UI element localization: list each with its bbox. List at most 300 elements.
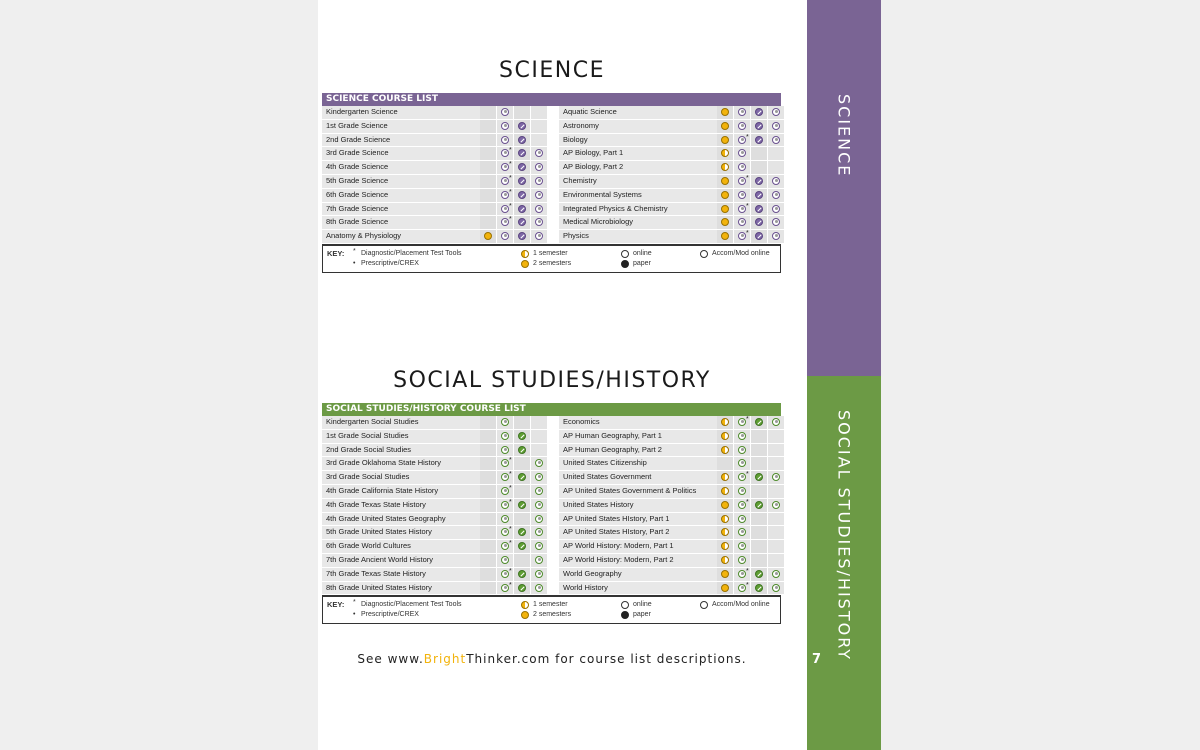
sem1-icon bbox=[721, 487, 729, 495]
science-table-row bbox=[322, 147, 781, 161]
social-studies-icon-cell bbox=[497, 416, 513, 429]
sem1-icon bbox=[721, 515, 729, 523]
social-studies-key-1-semester: 1 semester bbox=[533, 601, 568, 609]
social-studies-icon-cell bbox=[768, 526, 784, 539]
social-studies-icon-cell bbox=[514, 416, 530, 429]
accom-icon bbox=[772, 122, 780, 130]
science-icon-cell bbox=[497, 161, 513, 174]
sem2-icon bbox=[721, 218, 729, 226]
science-icon-cell bbox=[480, 134, 496, 147]
science-icon-cell bbox=[497, 106, 513, 119]
online-icon bbox=[738, 432, 746, 440]
online-icon bbox=[501, 108, 509, 116]
online-icon bbox=[738, 149, 746, 157]
science-table-row bbox=[322, 230, 781, 244]
accom-icon bbox=[772, 501, 780, 509]
accom-icon bbox=[535, 528, 543, 536]
paper-icon bbox=[518, 191, 526, 199]
social-studies-course-name: 6th Grade World Cultures bbox=[322, 540, 480, 553]
science-icon-cell bbox=[514, 120, 530, 133]
social-studies-icon-cell bbox=[768, 513, 784, 526]
science-icon-cell bbox=[480, 175, 496, 188]
science-table-row bbox=[322, 216, 781, 230]
science-icon-cell bbox=[717, 175, 733, 188]
online-icon bbox=[501, 232, 509, 240]
social-studies-icon-cell bbox=[480, 568, 496, 581]
social-studies-icon-cell bbox=[734, 540, 750, 553]
diagnostic-star-icon: * bbox=[509, 457, 512, 465]
accom-icon bbox=[535, 542, 543, 550]
social-studies-course-name: 7th Grade Ancient World History bbox=[322, 554, 480, 567]
online-icon bbox=[738, 218, 746, 226]
paper-icon bbox=[518, 136, 526, 144]
social-studies-icon-cell bbox=[514, 554, 530, 567]
science-icon-cell bbox=[514, 230, 530, 243]
social-studies-icon-cell bbox=[717, 471, 733, 484]
science-course-name: 1st Grade Science bbox=[322, 120, 480, 133]
key-sem1-icon bbox=[521, 250, 529, 258]
social-studies-table-row bbox=[322, 485, 781, 499]
accom-icon bbox=[535, 515, 543, 523]
social-studies-icon-cell bbox=[751, 471, 767, 484]
online-icon bbox=[501, 487, 509, 495]
social-studies-icon-cell bbox=[514, 582, 530, 595]
social-studies-course-name: 3rd Grade Oklahoma State History bbox=[322, 457, 480, 470]
social-studies-icon-cell bbox=[514, 540, 530, 553]
social-studies-table-row bbox=[322, 444, 781, 458]
online-icon bbox=[738, 570, 746, 578]
social-studies-course-name: 3rd Grade Social Studies bbox=[322, 471, 480, 484]
science-course-table bbox=[322, 93, 781, 273]
diagnostic-star-icon: * bbox=[746, 202, 749, 210]
social-studies-icon-cell bbox=[497, 582, 513, 595]
online-icon bbox=[738, 418, 746, 426]
science-icon-cell bbox=[751, 189, 767, 202]
paper-icon bbox=[518, 528, 526, 536]
social-studies-icon-cell bbox=[514, 471, 530, 484]
science-course-name: 8th Grade Science bbox=[322, 216, 480, 229]
science-icon-cell bbox=[514, 106, 530, 119]
online-icon bbox=[738, 556, 746, 564]
online-icon bbox=[501, 163, 509, 171]
online-icon bbox=[501, 528, 509, 536]
science-icon-cell bbox=[497, 175, 513, 188]
accom-icon bbox=[535, 205, 543, 213]
science-icon-cell bbox=[734, 175, 750, 188]
social-studies-icon-cell bbox=[717, 513, 733, 526]
sem2-icon bbox=[721, 584, 729, 592]
social-studies-icon-cell bbox=[717, 582, 733, 595]
social-studies-icon-cell bbox=[734, 582, 750, 595]
online-icon bbox=[738, 528, 746, 536]
accom-icon bbox=[535, 501, 543, 509]
social-studies-icon-cell bbox=[717, 485, 733, 498]
key-paper-icon bbox=[621, 260, 629, 268]
social-studies-course-name: AP Human Geography, Part 1 bbox=[559, 430, 717, 443]
social-studies-icon-cell bbox=[717, 457, 733, 470]
social-studies-course-name: AP World History: Modern, Part 1 bbox=[559, 540, 717, 553]
science-icon-cell bbox=[717, 203, 733, 216]
online-icon bbox=[501, 584, 509, 592]
social-studies-icon-cell bbox=[497, 554, 513, 567]
accom-icon bbox=[772, 584, 780, 592]
paper-icon bbox=[755, 177, 763, 185]
social-studies-key-diagnostic: Diagnostic/Placement Test Tools bbox=[361, 601, 462, 609]
social-studies-icon-cell bbox=[480, 416, 496, 429]
science-icon-cell bbox=[717, 147, 733, 160]
online-icon bbox=[738, 122, 746, 130]
diagnostic-star-icon: * bbox=[509, 471, 512, 479]
sem2-icon bbox=[721, 177, 729, 185]
online-icon bbox=[738, 542, 746, 550]
online-icon bbox=[501, 149, 509, 157]
social-studies-rows bbox=[322, 416, 781, 595]
science-icon-cell bbox=[768, 134, 784, 147]
social-studies-icon-cell bbox=[751, 430, 767, 443]
accom-icon bbox=[535, 487, 543, 495]
science-icon-cell bbox=[480, 161, 496, 174]
key-online-icon bbox=[621, 601, 629, 609]
science-icon-cell bbox=[497, 147, 513, 160]
science-course-name: Environmental Systems bbox=[559, 189, 717, 202]
social-studies-icon-cell bbox=[717, 430, 733, 443]
science-icon-cell bbox=[734, 147, 750, 160]
science-icon-cell bbox=[531, 106, 547, 119]
social-studies-course-name: 4th Grade United States Geography bbox=[322, 513, 480, 526]
social-studies-icon-cell bbox=[480, 430, 496, 443]
science-icon-cell bbox=[480, 230, 496, 243]
sem2-icon bbox=[721, 191, 729, 199]
sem1-icon bbox=[721, 149, 729, 157]
science-icon-cell bbox=[717, 161, 733, 174]
science-icon-cell bbox=[717, 230, 733, 243]
social-studies-icon-cell bbox=[768, 485, 784, 498]
accom-icon bbox=[772, 136, 780, 144]
science-icon-cell bbox=[768, 216, 784, 229]
social-studies-icon-cell bbox=[717, 540, 733, 553]
social-studies-icon-cell bbox=[734, 471, 750, 484]
science-key-paper: paper bbox=[633, 259, 651, 267]
science-key-1-semester: 1 semester bbox=[533, 249, 568, 257]
social-studies-icon-cell bbox=[497, 526, 513, 539]
social-studies-icon-cell bbox=[497, 430, 513, 443]
online-icon bbox=[501, 205, 509, 213]
science-icon-cell bbox=[751, 161, 767, 174]
social-studies-icon-cell bbox=[497, 568, 513, 581]
paper-icon bbox=[518, 149, 526, 157]
science-course-name: Medical Microbiology bbox=[559, 216, 717, 229]
social-studies-key-accom-mod: Accom/Mod online bbox=[712, 601, 770, 609]
science-table-row bbox=[322, 106, 781, 120]
footer-text bbox=[318, 652, 786, 666]
science-icon-cell bbox=[751, 175, 767, 188]
science-icon-cell bbox=[480, 189, 496, 202]
science-course-name: 3rd Grade Science bbox=[322, 147, 480, 160]
diagnostic-star-icon: * bbox=[746, 174, 749, 182]
social-studies-key-bullet: • bbox=[353, 611, 356, 619]
social-studies-icon-cell bbox=[497, 499, 513, 512]
science-icon-cell bbox=[717, 134, 733, 147]
science-icon-cell bbox=[480, 216, 496, 229]
science-icon-cell bbox=[768, 230, 784, 243]
online-icon bbox=[501, 515, 509, 523]
science-table-row bbox=[322, 189, 781, 203]
science-icon-cell bbox=[480, 203, 496, 216]
social-studies-icon-cell bbox=[497, 540, 513, 553]
online-icon bbox=[501, 122, 509, 130]
key-accom-icon bbox=[700, 601, 708, 609]
science-icon-cell bbox=[734, 203, 750, 216]
social-studies-course-name: United States Citizenship bbox=[559, 457, 717, 470]
science-course-name: Anatomy & Physiology bbox=[322, 230, 480, 243]
paper-icon bbox=[755, 205, 763, 213]
paper-icon bbox=[755, 136, 763, 144]
accom-icon bbox=[772, 218, 780, 226]
social-studies-key-paper: paper bbox=[633, 611, 651, 619]
accom-icon bbox=[535, 163, 543, 171]
science-key bbox=[322, 244, 781, 273]
social-studies-icon-cell bbox=[751, 582, 767, 595]
social-studies-icon-cell bbox=[514, 430, 530, 443]
accom-icon bbox=[535, 556, 543, 564]
social-studies-icon-cell bbox=[531, 416, 547, 429]
social-studies-key-2-semesters: 2 semesters bbox=[533, 611, 572, 619]
sem1-icon bbox=[721, 528, 729, 536]
science-icon-cell bbox=[531, 216, 547, 229]
social-studies-icon-cell bbox=[531, 430, 547, 443]
science-icon-cell bbox=[751, 216, 767, 229]
science-icon-cell bbox=[751, 134, 767, 147]
science-key-bullet: • bbox=[353, 259, 356, 267]
diagnostic-star-icon: * bbox=[509, 484, 512, 492]
science-key-accom-mod: Accom/Mod online bbox=[712, 249, 770, 257]
science-icon-cell bbox=[751, 230, 767, 243]
social-studies-icon-cell bbox=[497, 471, 513, 484]
social-studies-key-label: KEY: bbox=[327, 600, 345, 610]
science-icon-cell bbox=[734, 189, 750, 202]
online-icon bbox=[738, 191, 746, 199]
social-studies-icon-cell bbox=[514, 444, 530, 457]
diagnostic-star-icon: * bbox=[746, 471, 749, 479]
sem1-icon bbox=[721, 418, 729, 426]
science-icon-cell bbox=[497, 134, 513, 147]
social-studies-icon-cell bbox=[751, 513, 767, 526]
social-studies-course-name: 4th Grade Texas State History bbox=[322, 499, 480, 512]
social-studies-icon-cell bbox=[751, 568, 767, 581]
key-accom-icon bbox=[700, 250, 708, 258]
social-studies-table-row bbox=[322, 416, 781, 430]
online-icon bbox=[738, 584, 746, 592]
social-studies-icon-cell bbox=[734, 430, 750, 443]
paper-icon bbox=[518, 177, 526, 185]
social-studies-icon-cell bbox=[734, 444, 750, 457]
social-studies-table-row bbox=[322, 526, 781, 540]
science-icon-cell bbox=[480, 120, 496, 133]
accom-icon bbox=[535, 473, 543, 481]
social-studies-icon-cell bbox=[717, 526, 733, 539]
social-studies-icon-cell bbox=[514, 485, 530, 498]
social-studies-course-name: 2nd Grade Social Studies bbox=[322, 444, 480, 457]
online-icon bbox=[738, 459, 746, 467]
social-studies-icon-cell bbox=[734, 526, 750, 539]
online-icon bbox=[501, 556, 509, 564]
social-studies-icon-cell bbox=[480, 444, 496, 457]
science-icon-cell bbox=[514, 161, 530, 174]
science-icon-cell bbox=[751, 203, 767, 216]
social-studies-icon-cell bbox=[531, 513, 547, 526]
science-course-name: 7th Grade Science bbox=[322, 203, 480, 216]
science-icon-cell bbox=[734, 161, 750, 174]
social-studies-table-row bbox=[322, 499, 781, 513]
paper-icon bbox=[518, 501, 526, 509]
social-studies-icon-cell bbox=[751, 485, 767, 498]
social-studies-course-name: AP Human Geography, Part 2 bbox=[559, 444, 717, 457]
social-studies-icon-cell bbox=[751, 444, 767, 457]
sem1-icon bbox=[721, 432, 729, 440]
science-icon-cell bbox=[768, 189, 784, 202]
social-studies-icon-cell bbox=[514, 513, 530, 526]
science-icon-cell bbox=[514, 134, 530, 147]
sem2-icon bbox=[721, 205, 729, 213]
social-studies-icon-cell bbox=[531, 444, 547, 457]
diagnostic-star-icon: * bbox=[746, 416, 749, 423]
social-studies-table-row bbox=[322, 568, 781, 582]
science-course-name: AP Biology, Part 1 bbox=[559, 147, 717, 160]
online-icon bbox=[501, 177, 509, 185]
social-studies-icon-cell bbox=[734, 568, 750, 581]
social-studies-icon-cell bbox=[768, 457, 784, 470]
diagnostic-star-icon: * bbox=[746, 567, 749, 575]
social-studies-icon-cell bbox=[717, 444, 733, 457]
social-studies-icon-cell bbox=[734, 499, 750, 512]
science-icon-cell bbox=[768, 203, 784, 216]
paper-icon bbox=[518, 584, 526, 592]
science-icon-cell bbox=[531, 161, 547, 174]
science-title: SCIENCE bbox=[499, 58, 605, 83]
science-tab bbox=[807, 0, 881, 376]
accom-icon bbox=[535, 459, 543, 467]
social-studies-icon-cell bbox=[768, 430, 784, 443]
online-icon bbox=[738, 487, 746, 495]
sem1-icon bbox=[721, 163, 729, 171]
social-studies-course-name: 8th Grade United States History bbox=[322, 582, 480, 595]
social-studies-icon-cell bbox=[531, 568, 547, 581]
science-icon-cell bbox=[768, 106, 784, 119]
social-studies-icon-cell bbox=[531, 457, 547, 470]
accom-icon bbox=[772, 473, 780, 481]
science-icon-cell bbox=[531, 189, 547, 202]
science-course-name: 4th Grade Science bbox=[322, 161, 480, 174]
social-studies-icon-cell bbox=[751, 416, 767, 429]
accom-icon bbox=[535, 177, 543, 185]
accom-icon bbox=[535, 570, 543, 578]
social-studies-key bbox=[322, 595, 781, 624]
social-studies-icon-cell bbox=[531, 540, 547, 553]
science-icon-cell bbox=[531, 230, 547, 243]
accom-icon bbox=[535, 149, 543, 157]
social-studies-icon-cell bbox=[531, 485, 547, 498]
social-studies-course-name: 1st Grade Social Studies bbox=[322, 430, 480, 443]
social-studies-table-row bbox=[322, 430, 781, 444]
science-icon-cell bbox=[497, 189, 513, 202]
diagnostic-star-icon: * bbox=[509, 540, 512, 548]
diagnostic-star-icon: * bbox=[509, 161, 512, 169]
science-icon-cell bbox=[717, 120, 733, 133]
paper-icon bbox=[518, 432, 526, 440]
social-studies-title: SOCIAL STUDIES/HISTORY bbox=[393, 368, 711, 393]
online-icon bbox=[738, 136, 746, 144]
social-studies-key-star: * bbox=[353, 599, 356, 607]
science-icon-cell bbox=[497, 216, 513, 229]
key-sem2-icon bbox=[521, 611, 529, 619]
science-course-name: 2nd Grade Science bbox=[322, 134, 480, 147]
paper-icon bbox=[518, 473, 526, 481]
science-course-name: Kindergarten Science bbox=[322, 106, 480, 119]
sem2-icon bbox=[721, 136, 729, 144]
science-table-row bbox=[322, 175, 781, 189]
science-icon-cell bbox=[497, 230, 513, 243]
social-studies-icon-cell bbox=[734, 457, 750, 470]
social-studies-icon-cell bbox=[768, 568, 784, 581]
sem1-icon bbox=[721, 473, 729, 481]
social-studies-icon-cell bbox=[734, 513, 750, 526]
online-icon bbox=[738, 515, 746, 523]
page-number: 7 bbox=[812, 652, 822, 667]
key-online-icon bbox=[621, 250, 629, 258]
social-studies-icon-cell bbox=[531, 499, 547, 512]
online-icon bbox=[738, 177, 746, 185]
accom-icon bbox=[535, 218, 543, 226]
accom-icon bbox=[772, 232, 780, 240]
paper-icon bbox=[518, 122, 526, 130]
online-icon bbox=[501, 432, 509, 440]
diagnostic-star-icon: * bbox=[509, 147, 512, 155]
science-course-name: 6th Grade Science bbox=[322, 189, 480, 202]
science-icon-cell bbox=[751, 106, 767, 119]
diagnostic-star-icon: * bbox=[509, 498, 512, 506]
social-studies-tab bbox=[807, 376, 881, 750]
science-icon-cell bbox=[480, 106, 496, 119]
social-studies-icon-cell bbox=[751, 457, 767, 470]
online-icon bbox=[738, 108, 746, 116]
social-studies-icon-cell bbox=[497, 457, 513, 470]
online-icon bbox=[738, 205, 746, 213]
diagnostic-star-icon: * bbox=[509, 174, 512, 182]
science-table-row bbox=[322, 134, 781, 148]
science-icon-cell bbox=[734, 230, 750, 243]
social-studies-course-table bbox=[322, 403, 781, 624]
social-studies-icon-cell bbox=[768, 416, 784, 429]
accom-icon bbox=[535, 191, 543, 199]
science-icon-cell bbox=[768, 175, 784, 188]
social-studies-course-name: Kindergarten Social Studies bbox=[322, 416, 480, 429]
social-studies-icon-cell bbox=[734, 485, 750, 498]
online-icon bbox=[501, 191, 509, 199]
social-studies-icon-cell bbox=[480, 499, 496, 512]
social-studies-table-header: SOCIAL STUDIES/HISTORY COURSE LIST bbox=[322, 403, 781, 416]
social-studies-table-row bbox=[322, 513, 781, 527]
paper-icon bbox=[518, 542, 526, 550]
paper-icon bbox=[755, 218, 763, 226]
social-studies-icon-cell bbox=[768, 582, 784, 595]
key-sem1-icon bbox=[521, 601, 529, 609]
science-tab-label: SCIENCE bbox=[834, 94, 854, 178]
social-studies-course-name: 7th Grade Texas State History bbox=[322, 568, 480, 581]
accom-icon bbox=[772, 570, 780, 578]
social-studies-icon-cell bbox=[717, 416, 733, 429]
science-icon-cell bbox=[497, 203, 513, 216]
social-studies-icon-cell bbox=[751, 499, 767, 512]
